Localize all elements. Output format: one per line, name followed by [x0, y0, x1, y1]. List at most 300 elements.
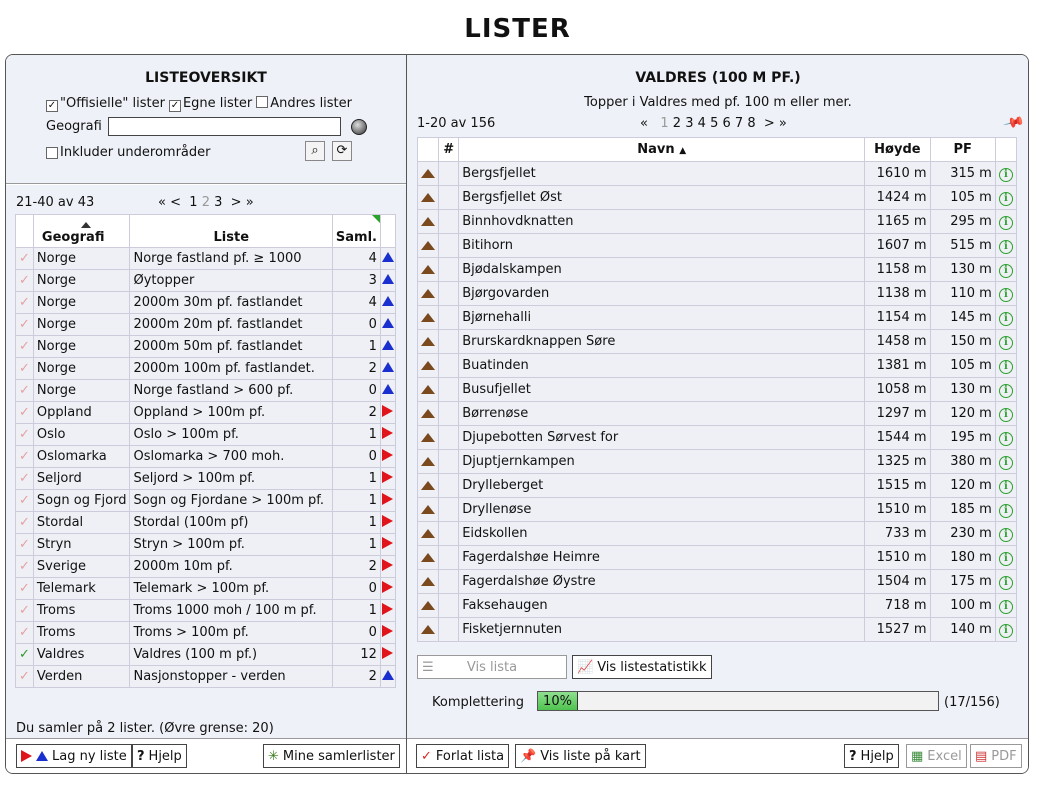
- col-geografi[interactable]: Geografi: [33, 215, 130, 248]
- help-button-left[interactable]: ? Hjelp: [132, 744, 187, 768]
- row-index: [439, 402, 459, 426]
- pager-next[interactable]: >: [763, 116, 775, 131]
- row-saml: 2: [333, 358, 381, 380]
- filter-others-lists[interactable]: Andres lister: [256, 96, 352, 112]
- collect-check-icon[interactable]: ✓: [16, 424, 34, 446]
- pager-page-2: 2: [201, 195, 210, 210]
- info-icon[interactable]: i: [995, 450, 1016, 474]
- completion-progress: [537, 691, 939, 711]
- blue-arrow-icon[interactable]: [380, 270, 395, 292]
- peak-row[interactable]: [418, 498, 1017, 522]
- question-icon: ?: [137, 748, 145, 764]
- peak-name[interactable]: Binnhovdknatten: [459, 210, 865, 234]
- list-row[interactable]: [16, 446, 396, 468]
- peak-name[interactable]: Fagerdalshøe Heimre: [459, 546, 865, 570]
- row-geografi[interactable]: Norge: [33, 248, 130, 270]
- chart-icon: 📈: [577, 659, 594, 675]
- mountain-icon: [418, 594, 439, 618]
- row-geografi[interactable]: Norge: [33, 270, 130, 292]
- row-index: [439, 354, 459, 378]
- row-geografi[interactable]: Norge: [33, 380, 130, 402]
- collect-check-icon[interactable]: ✓: [16, 336, 34, 358]
- show-statistics-button[interactable]: 📈 Vis listestatistikk: [572, 655, 712, 679]
- info-icon[interactable]: i: [995, 402, 1016, 426]
- pager-page-3[interactable]: 3: [685, 116, 694, 131]
- row-index: [439, 234, 459, 258]
- completion-label: Komplettering: [432, 695, 524, 710]
- peak-row[interactable]: [418, 330, 1017, 354]
- row-geografi[interactable]: Oslomarka: [33, 446, 130, 468]
- row-liste[interactable]: Oppland > 100m pf.: [130, 402, 333, 424]
- red-arrow-icon[interactable]: [380, 490, 395, 512]
- red-arrow-icon[interactable]: [380, 600, 395, 622]
- peak-prominence: 130 m: [930, 258, 995, 282]
- peak-row[interactable]: [418, 570, 1017, 594]
- list-detail-panel: [407, 55, 1029, 773]
- row-index: [439, 282, 459, 306]
- check-icon: ✓: [421, 748, 432, 764]
- list-row[interactable]: [16, 336, 396, 358]
- info-icon[interactable]: i: [995, 570, 1016, 594]
- list-row[interactable]: [16, 314, 396, 336]
- peak-row[interactable]: [418, 162, 1017, 186]
- pager-page-1[interactable]: 1: [189, 195, 198, 210]
- blue-arrow-icon[interactable]: [380, 248, 395, 270]
- row-liste[interactable]: Stryn > 100m pf.: [130, 534, 333, 556]
- row-geografi[interactable]: Troms: [33, 622, 130, 644]
- row-liste[interactable]: Troms > 100m pf.: [130, 622, 333, 644]
- info-icon[interactable]: i: [995, 330, 1016, 354]
- info-icon[interactable]: i: [995, 522, 1016, 546]
- collect-check-icon[interactable]: ✓: [16, 314, 34, 336]
- mountain-icon: [418, 186, 439, 210]
- peak-height: 1058 m: [865, 378, 930, 402]
- row-saml: 1: [333, 336, 381, 358]
- row-index: [439, 378, 459, 402]
- info-icon[interactable]: i: [995, 258, 1016, 282]
- col-hoyde[interactable]: Høyde: [865, 138, 930, 162]
- row-liste[interactable]: 2000m 100m pf. fastlandet.: [130, 358, 333, 380]
- list-table-section: [6, 185, 406, 773]
- collect-check-icon[interactable]: ✓: [16, 446, 34, 468]
- row-saml: 2: [333, 402, 381, 424]
- col-pf[interactable]: PF: [930, 138, 995, 162]
- list-row[interactable]: [16, 622, 396, 644]
- row-liste[interactable]: Norge fastland pf. ≥ 1000: [130, 248, 333, 270]
- search-icon[interactable]: ⌕: [305, 141, 325, 161]
- list-row[interactable]: [16, 402, 396, 424]
- info-icon[interactable]: i: [995, 306, 1016, 330]
- row-index: [439, 210, 459, 234]
- row-liste[interactable]: 2000m 50m pf. fastlandet: [130, 336, 333, 358]
- peak-row[interactable]: [418, 402, 1017, 426]
- mountain-icon: [418, 354, 439, 378]
- geografi-label: Geografi: [46, 119, 102, 134]
- blue-arrow-icon[interactable]: [380, 358, 395, 380]
- row-index: [439, 306, 459, 330]
- geografi-input[interactable]: [108, 117, 341, 136]
- row-saml: 0: [333, 578, 381, 600]
- peak-name[interactable]: Busufjellet: [459, 378, 865, 402]
- peak-prominence: 120 m: [930, 474, 995, 498]
- col-navn[interactable]: Navn ▲: [459, 138, 865, 162]
- checkbox-own[interactable]: ✓: [170, 100, 180, 111]
- peak-row[interactable]: [418, 306, 1017, 330]
- row-geografi[interactable]: Valdres: [33, 644, 130, 666]
- pager-page-7[interactable]: 7: [734, 116, 744, 131]
- new-list-button[interactable]: Lag ny liste: [16, 744, 132, 768]
- info-icon[interactable]: i: [995, 186, 1016, 210]
- col-hash[interactable]: #: [439, 138, 459, 162]
- mountain-icon: [418, 474, 439, 498]
- info-icon[interactable]: i: [995, 234, 1016, 258]
- mountain-icon: [418, 282, 439, 306]
- list-row[interactable]: [16, 468, 396, 490]
- pager-page-8[interactable]: 8: [747, 116, 756, 131]
- peak-row[interactable]: [418, 186, 1017, 210]
- red-arrow-icon[interactable]: [380, 446, 395, 468]
- blue-arrow-icon[interactable]: [380, 336, 395, 358]
- collecting-status: Du samler på 2 lister. (Øvre grense: 20): [16, 721, 274, 736]
- peak-row[interactable]: [418, 594, 1017, 618]
- info-icon[interactable]: i: [995, 162, 1016, 186]
- filter-official-lists[interactable]: ✓ "Offisielle" lister: [47, 96, 165, 111]
- row-saml: 0: [333, 314, 381, 336]
- checkbox-include-subareas[interactable]: [46, 147, 58, 159]
- peak-prominence: 145 m: [930, 306, 995, 330]
- list-description: Topper i Valdres med pf. 100 m eller mer.: [584, 95, 852, 110]
- red-arrow-icon[interactable]: [380, 512, 395, 534]
- pager-page-1: 1: [660, 116, 669, 131]
- show-list-button[interactable]: ☰ Vis lista: [417, 655, 567, 679]
- collect-check-icon[interactable]: ✓: [16, 468, 34, 490]
- row-geografi[interactable]: Norge: [33, 336, 130, 358]
- pager-page-3[interactable]: 3: [214, 195, 223, 210]
- peak-row[interactable]: [418, 282, 1017, 306]
- peaks-pager-nav: [640, 116, 787, 131]
- peak-name[interactable]: Bergsfjellet Øst: [459, 186, 865, 210]
- excel-button[interactable]: ▦ Excel: [906, 744, 967, 768]
- filter-section: [6, 55, 406, 184]
- my-lists-button[interactable]: ✳ Mine samlerlister: [263, 744, 400, 768]
- red-arrow-icon[interactable]: [380, 644, 395, 666]
- mountain-icon: [418, 258, 439, 282]
- blue-arrow-icon[interactable]: [380, 314, 395, 336]
- leave-list-button[interactable]: ✓ Forlat lista: [416, 744, 509, 768]
- collect-check-icon[interactable]: ✓: [16, 644, 34, 666]
- peak-name[interactable]: Børrenøse: [459, 402, 865, 426]
- checkbox-others[interactable]: [256, 96, 268, 108]
- peak-name[interactable]: Eidskollen: [459, 522, 865, 546]
- pin-icon[interactable]: 📌: [1002, 111, 1026, 135]
- red-arrow-icon[interactable]: [380, 622, 395, 644]
- peak-name[interactable]: Bjørgovarden: [459, 282, 865, 306]
- row-geografi[interactable]: Oppland: [33, 402, 130, 424]
- collect-check-icon[interactable]: ✓: [16, 380, 34, 402]
- peak-height: 1381 m: [865, 354, 930, 378]
- peak-prominence: 380 m: [930, 450, 995, 474]
- row-index: [439, 258, 459, 282]
- row-liste[interactable]: Oslo > 100m pf.: [130, 424, 333, 446]
- info-icon[interactable]: i: [995, 354, 1016, 378]
- peak-name[interactable]: Djuptjernkampen: [459, 450, 865, 474]
- collect-check-icon[interactable]: ✓: [16, 534, 34, 556]
- peak-prominence: 180 m: [930, 546, 995, 570]
- list-row[interactable]: [16, 644, 396, 666]
- info-icon[interactable]: i: [995, 618, 1016, 642]
- row-saml: 0: [333, 380, 381, 402]
- filter-own-lists[interactable]: ✓ Egne lister: [170, 96, 253, 111]
- list-row[interactable]: [16, 358, 396, 380]
- row-geografi[interactable]: Telemark: [33, 578, 130, 600]
- collect-check-icon[interactable]: ✓: [16, 622, 34, 644]
- pager-page-6[interactable]: 6: [722, 116, 731, 131]
- question-icon: ?: [849, 748, 857, 764]
- row-index: [439, 570, 459, 594]
- list-row[interactable]: [16, 248, 396, 270]
- collect-check-icon[interactable]: ✓: [16, 490, 34, 512]
- row-liste[interactable]: 2000m 10m pf.: [130, 556, 333, 578]
- peak-row[interactable]: [418, 522, 1017, 546]
- peak-height: 1607 m: [865, 234, 930, 258]
- peak-prominence: 150 m: [930, 330, 995, 354]
- peak-name[interactable]: Fagerdalshøe Øystre: [459, 570, 865, 594]
- globe-icon[interactable]: [351, 119, 367, 135]
- peak-row[interactable]: [418, 354, 1017, 378]
- row-liste[interactable]: Seljord > 100m pf.: [130, 468, 333, 490]
- row-saml: 1: [333, 534, 381, 556]
- list-row[interactable]: [16, 380, 396, 402]
- pager-next[interactable]: >: [230, 195, 242, 210]
- row-saml: 2: [333, 666, 381, 688]
- row-liste[interactable]: Valdres (100 m pf.): [130, 644, 333, 666]
- col-liste[interactable]: Liste: [130, 215, 333, 248]
- peak-row[interactable]: [418, 450, 1017, 474]
- row-index: [439, 594, 459, 618]
- list-overview-heading: LISTEOVERSIKT: [145, 70, 267, 86]
- peak-row[interactable]: [418, 474, 1017, 498]
- completion-count: (17/156): [944, 695, 1000, 710]
- peak-height: 1325 m: [865, 450, 930, 474]
- info-icon[interactable]: i: [995, 210, 1016, 234]
- peak-height: 1297 m: [865, 402, 930, 426]
- pager-page-5[interactable]: 5: [710, 116, 719, 131]
- row-geografi[interactable]: Troms: [33, 600, 130, 622]
- row-geografi[interactable]: Verden: [33, 666, 130, 688]
- pager-first[interactable]: «: [158, 195, 166, 210]
- row-liste[interactable]: Norge fastland > 600 pf.: [130, 380, 333, 402]
- peak-name[interactable]: Djupebotten Sørvest for: [459, 426, 865, 450]
- peak-name[interactable]: Faksehaugen: [459, 594, 865, 618]
- list-row[interactable]: [16, 490, 396, 512]
- peak-name[interactable]: Bitihorn: [459, 234, 865, 258]
- peak-name[interactable]: Fisketjernnuten: [459, 618, 865, 642]
- peak-prominence: 230 m: [930, 522, 995, 546]
- row-liste[interactable]: Øytopper: [130, 270, 333, 292]
- blue-arrow-icon[interactable]: [380, 666, 395, 688]
- red-arrow-icon[interactable]: [380, 534, 395, 556]
- red-arrow-icon[interactable]: [380, 468, 395, 490]
- row-index: [439, 474, 459, 498]
- peak-prominence: 110 m: [930, 282, 995, 306]
- row-index: [439, 330, 459, 354]
- row-index: [439, 186, 459, 210]
- collect-check-icon[interactable]: ✓: [16, 600, 34, 622]
- row-geografi[interactable]: Norge: [33, 292, 130, 314]
- row-saml: 1: [333, 512, 381, 534]
- peak-prominence: 175 m: [930, 570, 995, 594]
- peak-height: 1504 m: [865, 570, 930, 594]
- row-liste[interactable]: Oslomarka > 700 moh.: [130, 446, 333, 468]
- peaks-table: [417, 137, 1017, 642]
- peak-prominence: 105 m: [930, 186, 995, 210]
- row-index: [439, 522, 459, 546]
- row-geografi[interactable]: Stryn: [33, 534, 130, 556]
- peak-prominence: 105 m: [930, 354, 995, 378]
- peak-name[interactable]: Bjødalskampen: [459, 258, 865, 282]
- info-icon[interactable]: i: [995, 474, 1016, 498]
- mountain-icon: [418, 618, 439, 642]
- peak-name[interactable]: Drylleberget: [459, 474, 865, 498]
- star-icon: ✳: [268, 748, 279, 764]
- list-row[interactable]: [16, 666, 396, 688]
- peak-row[interactable]: [418, 258, 1017, 282]
- row-saml: 0: [333, 446, 381, 468]
- info-icon[interactable]: i: [995, 426, 1016, 450]
- row-liste[interactable]: Troms 1000 moh / 100 m pf.: [130, 600, 333, 622]
- info-icon[interactable]: i: [995, 498, 1016, 522]
- peak-name[interactable]: Bjørnehalli: [459, 306, 865, 330]
- pager-nav: [158, 195, 254, 210]
- row-saml: 4: [333, 292, 381, 314]
- list-row[interactable]: [16, 270, 396, 292]
- info-icon[interactable]: i: [995, 546, 1016, 570]
- collect-check-icon[interactable]: ✓: [16, 292, 34, 314]
- row-geografi[interactable]: Stordal: [33, 512, 130, 534]
- row-saml: 3: [333, 270, 381, 292]
- mountain-icon: [418, 570, 439, 594]
- pager-first[interactable]: «: [640, 116, 648, 131]
- pager-page-2[interactable]: 2: [672, 116, 682, 131]
- left-toolbar: [6, 738, 406, 773]
- blue-arrow-icon[interactable]: [380, 292, 395, 314]
- collect-check-icon[interactable]: ✓: [16, 358, 34, 380]
- row-geografi[interactable]: Sverige: [33, 556, 130, 578]
- sort-asc-icon: ▲: [679, 146, 687, 156]
- peak-name[interactable]: Dryllenøse: [459, 498, 865, 522]
- peak-height: 1458 m: [865, 330, 930, 354]
- sort-asc-icon: [81, 222, 91, 228]
- collect-check-icon[interactable]: ✓: [16, 248, 34, 270]
- pager-last[interactable]: »: [778, 116, 787, 131]
- row-saml: 1: [333, 600, 381, 622]
- collect-check-icon[interactable]: ✓: [16, 666, 34, 688]
- mountain-icon: [418, 522, 439, 546]
- mountain-icon: [418, 306, 439, 330]
- list-row[interactable]: [16, 292, 396, 314]
- row-liste[interactable]: Stordal (100m pf): [130, 512, 333, 534]
- help-button-right[interactable]: ? Hjelp: [844, 744, 899, 768]
- row-index: [439, 426, 459, 450]
- red-arrow-icon[interactable]: [380, 424, 395, 446]
- collect-check-icon[interactable]: ✓: [16, 512, 34, 534]
- checkbox-official[interactable]: ✓: [47, 100, 57, 111]
- collect-check-icon[interactable]: ✓: [16, 578, 34, 600]
- pdf-button[interactable]: ▤ PDF: [970, 744, 1022, 768]
- peak-height: 1544 m: [865, 426, 930, 450]
- mountain-icon: [418, 498, 439, 522]
- peak-row[interactable]: [418, 378, 1017, 402]
- row-liste[interactable]: Nasjonstopper - verden: [130, 666, 333, 688]
- red-arrow-icon[interactable]: [380, 578, 395, 600]
- peak-row[interactable]: [418, 618, 1017, 642]
- pager-page-4[interactable]: 4: [697, 116, 706, 131]
- collect-check-icon[interactable]: ✓: [16, 402, 34, 424]
- row-geografi[interactable]: Oslo: [33, 424, 130, 446]
- peak-row[interactable]: [418, 210, 1017, 234]
- mountain-icon: [418, 402, 439, 426]
- peak-name[interactable]: Brurskardknappen Søre: [459, 330, 865, 354]
- peak-prominence: 140 m: [930, 618, 995, 642]
- refresh-icon[interactable]: ⟳: [332, 141, 352, 161]
- pager-prev[interactable]: <: [170, 195, 182, 210]
- mountain-icon: [418, 330, 439, 354]
- pdf-icon: ▤: [975, 748, 988, 764]
- peak-prominence: 515 m: [930, 234, 995, 258]
- peak-name[interactable]: Buatinden: [459, 354, 865, 378]
- collect-check-icon[interactable]: ✓: [16, 556, 34, 578]
- info-icon[interactable]: i: [995, 282, 1016, 306]
- col-saml[interactable]: Saml.: [333, 215, 381, 248]
- list-table: [15, 214, 396, 688]
- list-overview-panel: [6, 55, 407, 773]
- peak-name[interactable]: Bergsfjellet: [459, 162, 865, 186]
- row-index: [439, 618, 459, 642]
- blue-arrow-icon[interactable]: [380, 380, 395, 402]
- red-arrow-icon[interactable]: [380, 556, 395, 578]
- list-row[interactable]: [16, 512, 396, 534]
- row-liste[interactable]: 2000m 30m pf. fastlandet: [130, 292, 333, 314]
- row-index: [439, 498, 459, 522]
- list-row[interactable]: [16, 534, 396, 556]
- row-geografi[interactable]: Norge: [33, 314, 130, 336]
- row-liste[interactable]: Telemark > 100m pf.: [130, 578, 333, 600]
- list-row[interactable]: [16, 578, 396, 600]
- info-icon[interactable]: i: [995, 378, 1016, 402]
- peak-height: 1138 m: [865, 282, 930, 306]
- row-liste[interactable]: Sogn og Fjordane > 100m pf.: [130, 490, 333, 512]
- peak-prominence: 315 m: [930, 162, 995, 186]
- list-row[interactable]: [16, 424, 396, 446]
- row-saml: 12: [333, 644, 381, 666]
- list-row[interactable]: [16, 556, 396, 578]
- show-on-map-button[interactable]: 📌 Vis liste på kart: [515, 744, 646, 768]
- list-row[interactable]: [16, 600, 396, 622]
- collect-check-icon[interactable]: ✓: [16, 270, 34, 292]
- row-liste[interactable]: 2000m 20m pf. fastlandet: [130, 314, 333, 336]
- peak-row[interactable]: [418, 234, 1017, 258]
- row-saml: 0: [333, 622, 381, 644]
- peak-row[interactable]: [418, 546, 1017, 570]
- row-geografi[interactable]: Norge: [33, 358, 130, 380]
- row-geografi[interactable]: Sogn og Fjord: [33, 490, 130, 512]
- info-icon[interactable]: i: [995, 594, 1016, 618]
- red-arrow-icon[interactable]: [380, 402, 395, 424]
- peak-row[interactable]: [418, 426, 1017, 450]
- peak-height: 733 m: [865, 522, 930, 546]
- row-geografi[interactable]: Seljord: [33, 468, 130, 490]
- pager-last[interactable]: »: [245, 195, 254, 210]
